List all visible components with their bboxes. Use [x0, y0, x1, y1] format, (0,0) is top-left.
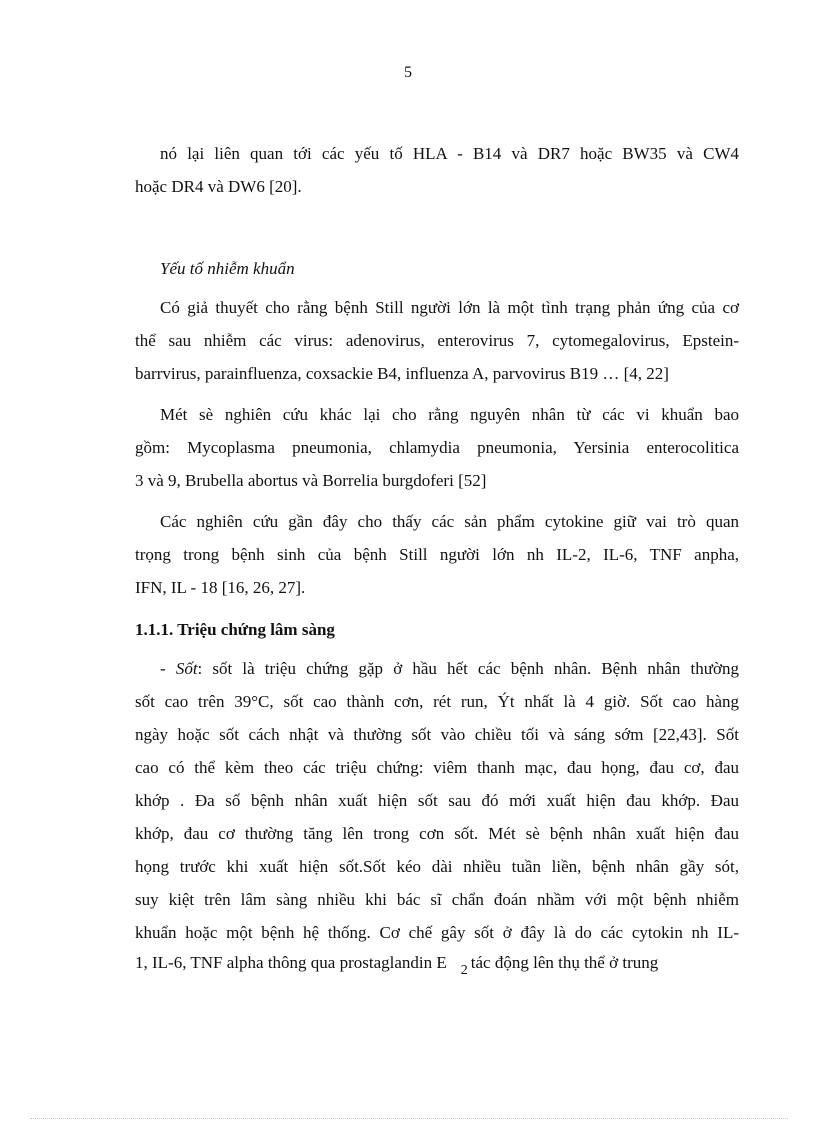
paragraph-virus-line-2: thể sau nhiễm các virus: adenovirus, enterovirus 7, cytomegalovirus, Epstein- [135, 331, 739, 350]
fever-term: Sốt [175, 659, 198, 678]
fever-line-10-end: tác động lên thụ thể ở trung [470, 953, 659, 972]
paragraph-hla-line-2: hoặc DR4 và DW6 [20]. [135, 177, 302, 196]
paragraph-virus-line-3: barrvirus, parainfluenza, coxsackie B4, influenza A, parvovirus B19 … [4, 22] [135, 364, 669, 383]
fever-lead-dash: - [160, 659, 176, 678]
paragraph-hla-line-1: nó lại liên quan tới các yếu tố HLA - B14 và DR7 hoặc BW35 và CW4 [160, 144, 739, 163]
paragraph-fever-line-7: họng trước khi xuất hiện sốt.Sốt kéo dài nhiều tuần liền, bệnh nhân gầy sót, [135, 857, 739, 876]
paragraph-fever-line-1 [160, 658, 739, 680]
paragraph-fever-line-9: khuẩn hoặc một bệnh hệ thống. Cơ chế gây sốt ở đây là do các cytokin nh IL- [135, 923, 739, 942]
paragraph-fever-line-5: khớp . Đa số bệnh nhân xuất hiện sốt sau đó mới xuất hiện đau khớp. Đau [135, 791, 739, 810]
paragraph-fever-line-2: sốt cao trên 39°C, sốt cao thành cơn, rét run, Ýt nhất là 4 giờ. Sốt cao hàng [135, 692, 739, 711]
paragraph-cytokine-line-2: trọng trong bệnh sinh của bệnh Still người lớn nh IL-2, IL-6, TNF anpha, [135, 545, 739, 564]
page-number: 5 [404, 64, 412, 81]
paragraph-cytokine-line-1: Các nghiên cứu gần đây cho thấy các sản phẩm cytokine giữ vai trò quan [160, 512, 739, 531]
paragraph-fever-line-4: cao có thể kèm theo các triệu chứng: viêm thanh mạc, đau họng, đau cơ, đau [135, 758, 739, 777]
paragraph-cytokine-line-3: IFN, IL - 18 [16, 26, 27]. [135, 578, 306, 597]
paragraph-fever-line-8: suy kiệt trên lâm sàng nhiều khi bác sĩ chẩn đoán nhầm với một bệnh nhiễm [135, 890, 739, 909]
paragraph-fever-line-10 [135, 952, 739, 976]
paragraph-fever-line-3: ngày hoặc sốt cách nhật và thường sốt vào chiều tối và sáng sớm [22,43]. Sốt [135, 725, 739, 744]
subheading-infection: Yếu tố nhiễm khuẩn [160, 259, 295, 278]
paragraph-virus-line-1: Có giả thuyết cho rằng bệnh Still người lớn là một tình trạng phản ứng của cơ [160, 298, 739, 317]
page-bottom-border [30, 1118, 788, 1119]
fever-line-10-start: 1, IL-6, TNF alpha thông qua prostaglandin E [135, 953, 447, 972]
fever-line-1-rest: : sốt là triệu chứng gặp ở hầu hết các bệnh nhân. Bệnh nhân thường [197, 659, 739, 678]
paragraph-fever-line-6: khớp, đau cơ thường tăng lên trong cơn sốt. Mét sè bệnh nhân xuất hiện đau [135, 824, 739, 843]
paragraph-bacteria-line-1: Mét sè nghiên cứu khác lại cho rằng nguyên nhân từ các vi khuẩn bao [160, 405, 739, 424]
subscript-2: 2 [460, 963, 468, 978]
paragraph-bacteria-line-2: gồm: Mycoplasma pneumonia, chlamydia pneumonia, Yersinia enterocolitica [135, 438, 739, 457]
section-heading: 1.1.1. Triệu chứng lâm sàng [135, 620, 335, 639]
paragraph-bacteria-line-3: 3 và 9, Brubella abortus và Borrelia burgdoferi [52] [135, 471, 487, 490]
